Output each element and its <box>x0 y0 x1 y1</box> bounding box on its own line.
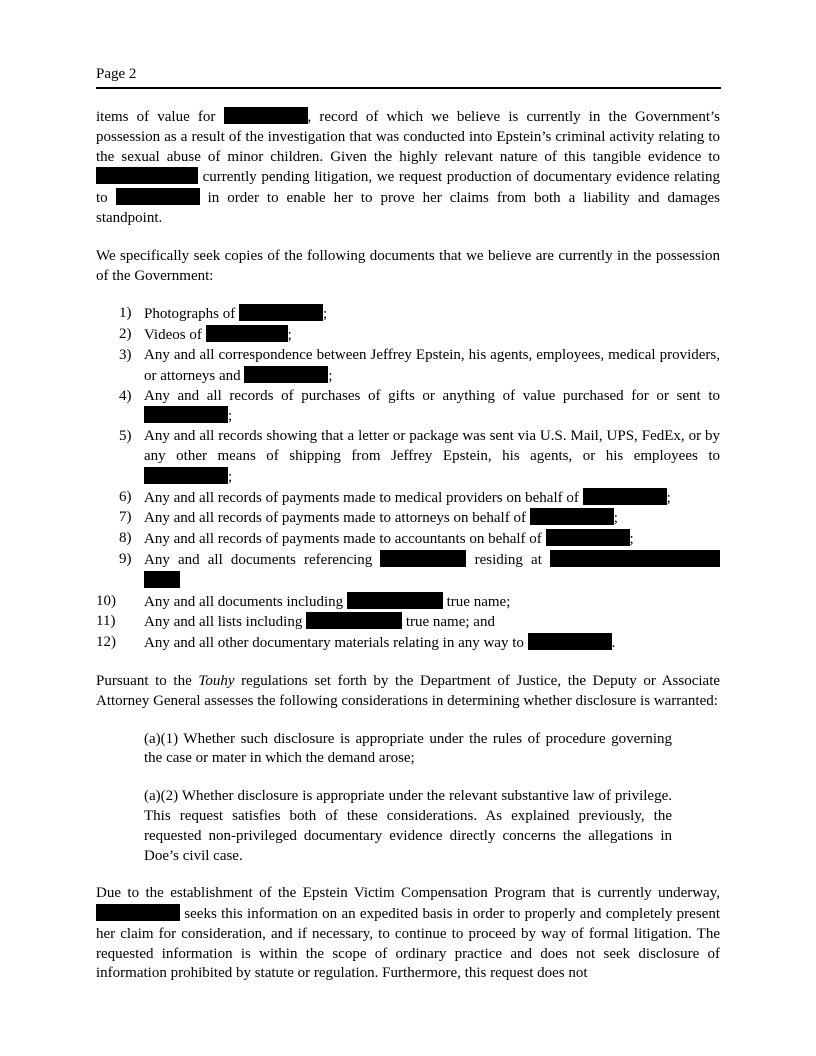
text: , record of which we believe is currently in the Government’s possession as a result of the investigation that was conducted into Epstein’s criminal activity relating to the sexual abuse of minor children. Given the highly relevant nature of this tangible evidence to <box>96 109 720 165</box>
list-number: 10) <box>96 592 116 609</box>
list-number: 8) <box>119 530 132 547</box>
text: regulations set forth by the Department of Justice, the Deputy or Associate Attorney General assesses the following considerations in determining whether disclosure is warranted: <box>96 672 721 709</box>
list-text: true name; and <box>405 614 495 631</box>
redaction-box <box>96 167 198 184</box>
list-text: ; <box>228 468 233 485</box>
list-text: ; <box>629 531 634 548</box>
list-number: 12) <box>96 634 116 651</box>
redaction-box <box>347 592 443 609</box>
text: Pursuant to the <box>96 672 192 689</box>
list-item <box>96 387 720 428</box>
letter-body <box>96 107 720 984</box>
list-text: ; <box>228 408 233 425</box>
redaction-box <box>144 467 228 484</box>
list-number: 11) <box>96 613 116 630</box>
list-item <box>96 529 720 550</box>
list-item <box>96 346 720 387</box>
redaction-box <box>116 188 200 205</box>
italic-term: Touhy <box>198 672 235 689</box>
paragraph-compensation-program <box>96 884 720 984</box>
redaction-box <box>550 550 720 567</box>
redaction-box <box>206 325 288 342</box>
paragraph-evidence-request <box>96 107 720 229</box>
list-text: Any and all documents including <box>144 593 344 610</box>
list-item <box>96 612 720 633</box>
list-number: 5) <box>119 428 132 445</box>
redaction-box <box>528 633 612 650</box>
list-item <box>96 427 720 487</box>
requested-documents-list <box>96 304 720 654</box>
redaction-box <box>306 612 402 629</box>
list-text: Videos of <box>144 327 202 344</box>
text: in order to enable her to prove her claims from both a liability and damages standpoint. <box>96 190 721 226</box>
list-item <box>96 488 720 509</box>
list-text: residing at <box>474 551 542 568</box>
list-text: . <box>611 635 616 652</box>
list-item <box>96 633 720 654</box>
text: Due to the establishment of the Epstein Victim Compensation Program that is currently underway, <box>96 885 720 902</box>
redaction-box <box>583 488 667 505</box>
paragraph-touhy <box>96 672 720 712</box>
paragraph-documents-intro: We specifically seek copies of the following documents that we believe are currently in the possession of the Government: <box>96 247 720 284</box>
list-text: true name; <box>446 593 511 610</box>
list-number: 1) <box>119 305 132 322</box>
redaction-box <box>380 550 466 567</box>
list-item <box>96 325 720 346</box>
list-text: Any and all correspondence between Jeffrey Epstein, his agents, employees, medical providers, or attorneys and <box>144 346 720 384</box>
list-text: Any and all other documentary materials relating in any way to <box>144 635 524 652</box>
list-number: 6) <box>119 488 132 505</box>
list-text: Any and all documents referencing <box>144 551 373 568</box>
list-text: ; <box>287 327 292 344</box>
redaction-box <box>144 406 228 423</box>
list-text: ; <box>666 489 671 506</box>
blockquote-consideration-2: (a)(2) Whether disclosure is appropriate under the relevant substantive law of privilege. This request satisfies both of these considerations. As explained previously, the requested non-privileged documentary evidence directly concerns the allegations in Doe’s civil case. <box>144 788 672 864</box>
list-text: Any and all records of payments made to accountants on behalf of <box>144 531 542 548</box>
list-text: Any and all records showing that a letter or package was sent via U.S. Mail, UPS, FedEx, or by any other means of shipping from Jeffrey Epstein, his agents, or his employees to <box>144 428 720 464</box>
blockquote-consideration-1: (a)(1) Whether such disclosure is appropriate under the rules of procedure governing the case or mater in which the demand arose; <box>144 730 672 767</box>
list-item <box>96 550 720 592</box>
redaction-box <box>244 366 328 383</box>
list-text: ; <box>323 306 328 323</box>
text: seeks this information on an expedited basis in order to properly and completely present her claim for consideration, and if necessary, to continue to proceed by way of formal litigation. The requested information is within the scope of ordinary practice and does not seek disclosure of information prohibited by statute or regulation. Furthermore, this request does not <box>96 906 720 982</box>
list-text: Any and all records of payments made to medical providers on behalf of <box>144 489 579 506</box>
text: items of value for <box>96 109 216 125</box>
page-number-label: Page 2 <box>96 66 137 82</box>
redaction-box <box>239 304 323 321</box>
redaction-box <box>96 904 180 921</box>
list-text: Any and all records of payments made to attorneys on behalf of <box>144 510 526 527</box>
list-text: Any and all records of purchases of gifts or anything of value purchased for or sent to <box>144 387 720 404</box>
text: currently pending litigation, we request production of documentary evidence relating to <box>96 169 720 207</box>
list-item <box>96 304 720 325</box>
list-text: Photographs of <box>144 306 236 323</box>
list-text: ; <box>328 367 333 384</box>
redaction-box <box>530 508 614 525</box>
list-text: ; <box>613 510 618 527</box>
list-item <box>96 592 720 613</box>
list-number: 7) <box>119 509 132 526</box>
list-number: 2) <box>119 326 132 343</box>
list-text: Any and all lists including <box>144 614 303 631</box>
list-number: 3) <box>119 346 132 363</box>
redaction-box <box>224 107 308 124</box>
redaction-box <box>546 529 630 546</box>
list-number: 9) <box>119 550 132 567</box>
list-number: 4) <box>119 387 132 404</box>
redaction-box <box>144 571 180 588</box>
page-header <box>96 66 721 89</box>
list-item <box>96 508 720 529</box>
